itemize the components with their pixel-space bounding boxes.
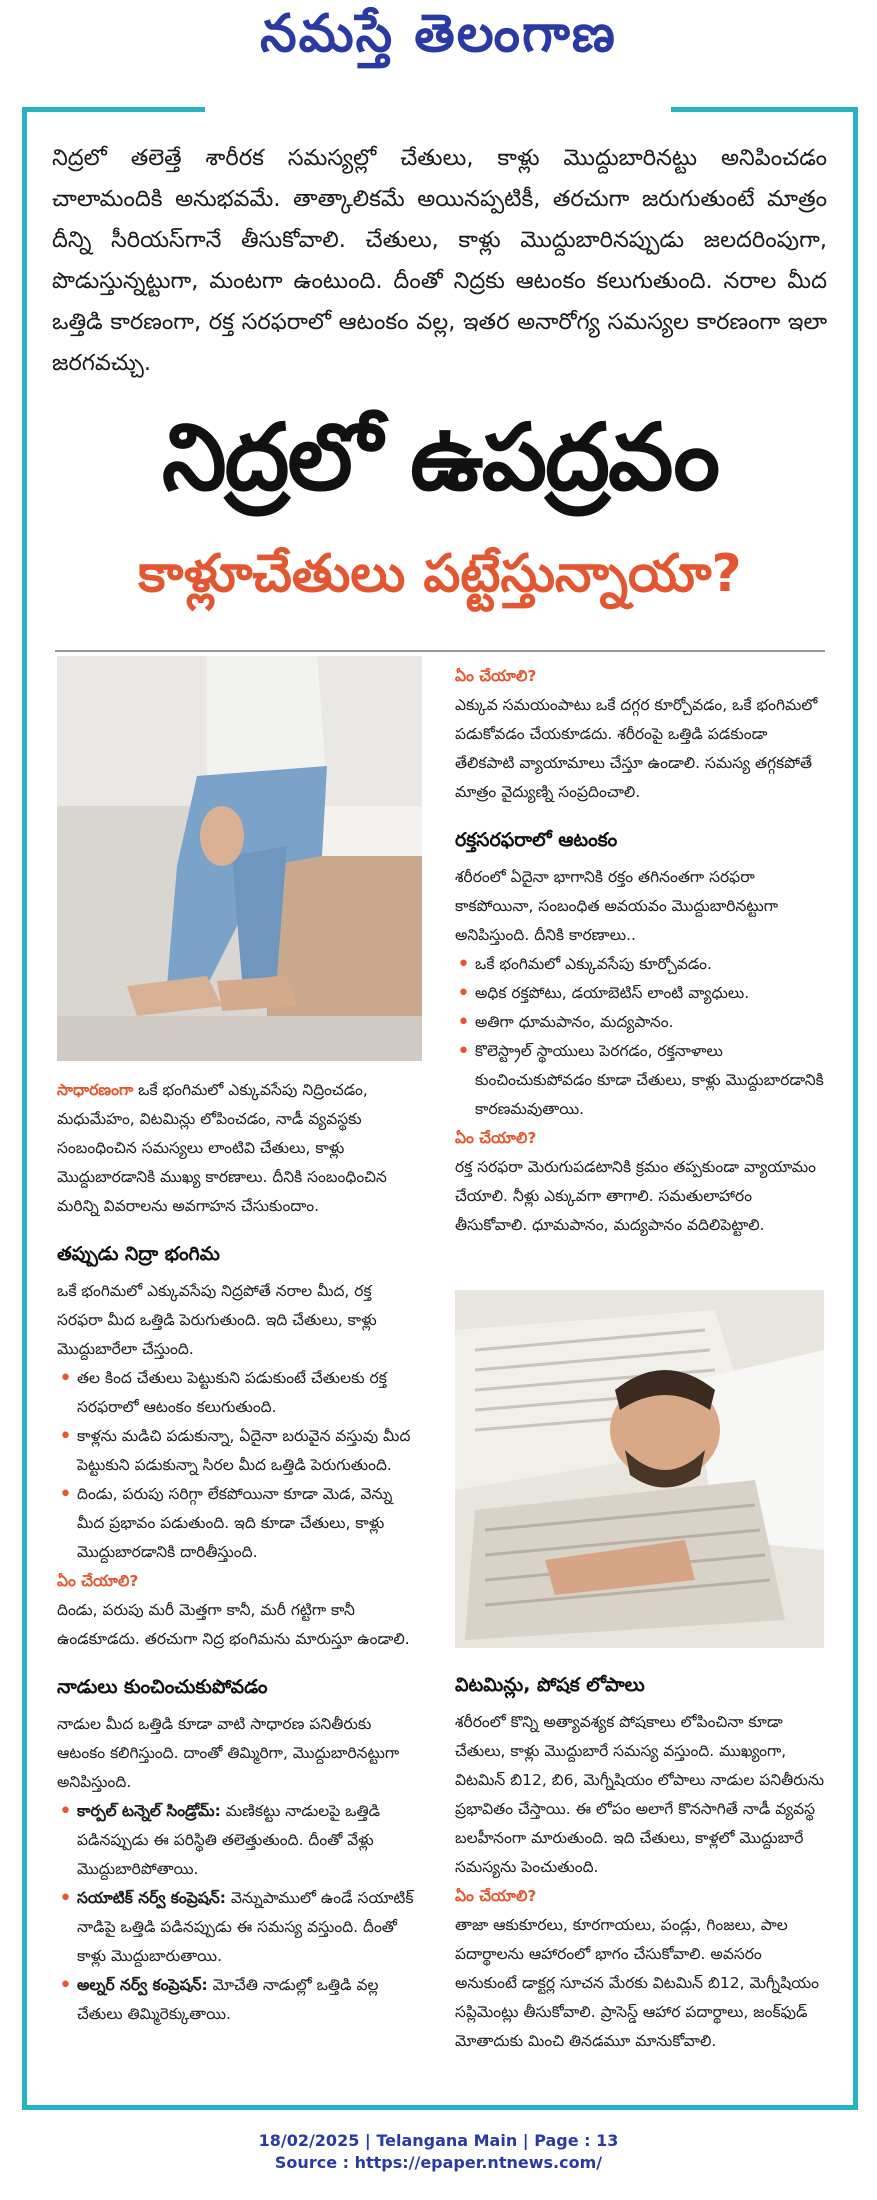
sleep-posture-bullets: [57, 1364, 422, 1567]
bullet-term: కార్పల్ టన్నెల్ సిండ్రోమ్:: [77, 1802, 221, 1820]
list-item: • కాళ్లను మడిచి పడుకున్నా, ఏదైనా బరువైన వస్తువు మీద పెట్టుకుని పడుకున్నా సిరల మీద ఒత్తిడి పెరుగుతుంది.: [57, 1422, 422, 1480]
section-title-vitamins: విటమిన్లు, పోషక లోపాలు: [455, 1674, 645, 1696]
subhead: కాళ్లూచేతులు పట్టేస్తున్నాయా?: [138, 544, 742, 604]
frame-gap: [205, 100, 671, 114]
list-item: [57, 1971, 422, 2029]
right-advice-1: ఎక్కువ సమయంపాటు ఒకే దగ్గర కూర్చోవడం, ఒకే భంగిమలో పడుకోవడం చేయకూడదు. శరీరంపై ఒత్తిడి పడకుండా తేలికపాటి వ్యాయామాలు చేస్తూ ఉండాలి. సమస్య తగ్గకపోతే మాత్రం వైద్యుణ్ని సంప్రదించాలి.: [455, 696, 818, 801]
vitamins-advice: తాజా ఆకుకూరలు, కూరగాయలు, పండ్లు, గింజలు, పాల పదార్థాలను ఆహారంలో భాగం చేసుకోవాలి. అవసరం అనుకుంటే డాక్టర్ల సూచన మేరకు విటమిన్ బి12, మెగ్నీషియం సప్లిమెంట్లు తీసుకోవాలి. ప్రాసెస్డ్ ఆహార పదార్థాలు, జంక్‌ఫుడ్ మోతాదుకు మించి తినడమూ మానుకోవాలి.: [455, 1916, 819, 2050]
list-item: [57, 1797, 422, 1884]
list-item: [57, 1884, 422, 1971]
bullet-text: వెన్నుపాములో ఉండే సయాటిక్ నాడిపై ఒత్తిడి పడినప్పుడు ఈ సమస్య వస్తుంది. దీంతో కాళ్లు మొద్దుబారుతాయి.: [77, 1889, 414, 1965]
bullet-term: అల్నర్ నర్వ్ కంప్రెషన్:: [77, 1976, 208, 1994]
what-to-do-label: ఏం చేయాలి?: [455, 1887, 537, 1905]
right-column-top: [455, 662, 825, 1240]
list-item: • కొలెస్ట్రాల్ స్థాయులు పెరగడం, రక్తనాళాలు కుంచించుకుపోవడం కూడా చేతులు, కాళ్లు మొద్దుబారడానికి కారణమవుతాయి.: [455, 1037, 825, 1124]
what-to-do-label: ఏం చేయాలి?: [57, 1572, 139, 1590]
footer-date-page: 18/02/2025 | Telangana Main | Page : 13: [258, 2131, 619, 2150]
headline: నిద్రలో ఉపద్రవం: [161, 404, 719, 511]
masthead-logo: నమస్తే తెలంగాణ: [260, 3, 617, 64]
divider: [55, 650, 825, 652]
vitamins-body: శరీరంలో కొన్ని అత్యావశ్యక పోషకాలు లోపించినా కూడా చేతులు, కాళ్లు మొద్దుబారే సమస్య వస్తుంది. ముఖ్యంగా, విటమిన్ బి12, బి6, మెగ్నీషియం లోపాలు నాడుల పనితీరును ప్రభావితం చేస్తాయి. ఈ లోపం అలాగే కొనసాగితే నాడీ వ్యవస్థ బలహీనంగా మారుతుంది. ఇది చేతులు, కాళ్లలో మొద్దుబారే సమస్యను పెంచుతుంది.: [455, 1713, 825, 1876]
right-column-bottom: [455, 1652, 825, 2056]
list-item: • దిండు, పరుపు సరిగ్గా లేకపోయినా కూడా మెడ, వెన్ను మీద ప్రభావం పడుతుంది. ఇది కూడా చేతులు, కాళ్లు మొద్దుబారడానికి దారితీస్తుంది.: [57, 1480, 422, 1567]
footer-source: Source : https://epaper.ntnews.com/: [274, 2153, 603, 2172]
photo-leg-cramp: [57, 656, 422, 1061]
lead-text: ఒకే భంగిమలో ఎక్కువసేపు నిద్రించడం, మధుమేహం, విటమిన్లు లోపించడం, నాడీ వ్యవస్థకు సంబంధించిన సమస్యలు లాంటివి చేతులు, కాళ్లు మొద్దుబారడానికి ముఖ్య కారణాలు. దీనికి సంబంధించిన మరిన్ని వివరాలను అవగాహన చేసుకుందాం.: [57, 1081, 387, 1215]
section-title-nerve-compression: నాడులు కుంచించుకుపోవడం: [57, 1676, 268, 1698]
lead-word: సాధారణంగా: [57, 1081, 134, 1099]
left-lead-paragraph: [57, 1076, 422, 1221]
sleep-posture-advice: దిండు, పరుపు మరీ మెత్తగా కానీ, మరీ గట్టిగా కానీ ఉండకూడదు. తరచుగా నిద్ర భంగిమను మారుస్తూ ఉండాలి.: [57, 1601, 410, 1648]
bullet-text: మోచేతి నాడుల్లో ఒత్తిడి వల్ల చేతులు తిమ్మిరెక్కుతాయి.: [77, 1976, 379, 2023]
masthead: [0, 0, 877, 80]
list-item: • ఒకే భంగిమలో ఎక్కువసేపు కూర్చోవడం.: [455, 950, 825, 979]
blood-supply-advice: రక్త సరఫరా మెరుగుపడటానికి క్రమం తప్పకుండా వ్యాయామం చేయాలి. నీళ్లు ఎక్కువగా తాగాలి. సమతులాహారం తీసుకోవాలి. ధూమపానం, మద్యపానం వదిలిపెట్టాలి.: [455, 1158, 817, 1234]
blood-supply-bullets: [455, 950, 825, 1124]
list-item: • తల కింద చేతులు పెట్టుకుని పడుకుంటే చేతులకు రక్త సరఫరాలో ఆటంకం కలుగుతుంది.: [57, 1364, 422, 1422]
list-item: • అతిగా ధూమపానం, మద్యపానం.: [455, 1008, 825, 1037]
intro-paragraph: నిద్రలో తలెత్తే శారీరక సమస్యల్లో చేతులు, కాళ్లు మొద్దుబారినట్టు అనిపించడం చాలామందికి అనుభవమే. తాత్కాలికమే అయినప్పటికీ, తరచుగా జరుగుతుంటే మాత్రం దీన్ని సీరియస్‌గానే తీసుకోవాలి. చేతులు, కాళ్లు మొద్దుబారినప్పుడు జలదరింపుగా, పొడుస్తున్నట్టుగా, మంటగా ఉంటుంది. దీంతో నిద్రకు ఆటంకం కలుగుతుంది. నరాల మీద ఒత్తిడి కారణంగా, రక్త సరఫరాలో ఆటంకం వల్ల, ఇతర అనారోగ్య సమస్యల కారణంగా ఇలా జరగవచ్చు.: [52, 145, 827, 376]
nerve-compression-body: నాడుల మీద ఒత్తిడి కూడా వాటి సాధారణ పనితీరుకు ఆటంకం కలిగిస్తుంది. దాంతో తిమ్మిరిగా, మొద్దుబారినట్టుగా అనిపిస్తుంది.: [57, 1715, 400, 1791]
bullet-text: మణికట్టు నాడులపై ఒత్తిడి పడినప్పుడు ఈ పరిస్థితి తలెత్తుతుంది. దీంతో వేళ్లు మొద్దుబారిపోతాయి.: [77, 1802, 381, 1878]
page-footer: [0, 2130, 877, 2174]
list-item: • అధిక రక్తపోటు, డయాబెటిస్ లాంటి వ్యాధులు.: [455, 979, 825, 1008]
what-to-do-label: ఏం చేయాలి?: [455, 667, 537, 685]
blood-supply-body: శరీరంలో ఏదైనా భాగానికి రక్తం తగినంతగా సరఫరా కాకపోయినా, సంబంధిత అవయవం మొద్దుబారినట్టుగా అనిపిస్తుంది. దీనికి కారణాలు..: [455, 868, 778, 944]
left-column: [57, 1076, 422, 2029]
photo-sleeping-man: [455, 1290, 824, 1648]
bullet-term: సయాటిక్ నర్వ్ కంప్రెషన్:: [77, 1889, 226, 1907]
section-title-blood-supply: రక్తసరఫరాలో ఆటంకం: [455, 829, 618, 851]
sleep-posture-body: ఒకే భంగిమలో ఎక్కువసేపు నిద్రపోతే నరాల మీద, రక్త సరఫరా మీద ఒత్తిడి పెరుగుతుంది. ఇది చేతులు, కాళ్లు మొద్దుబారేలా చేస్తుంది.: [57, 1282, 377, 1358]
what-to-do-label: ఏం చేయాలి?: [455, 1129, 537, 1147]
nerve-compression-bullets: [57, 1797, 422, 2029]
section-title-sleep-posture: తప్పుడు నిద్రా భంగిమ: [57, 1243, 220, 1265]
